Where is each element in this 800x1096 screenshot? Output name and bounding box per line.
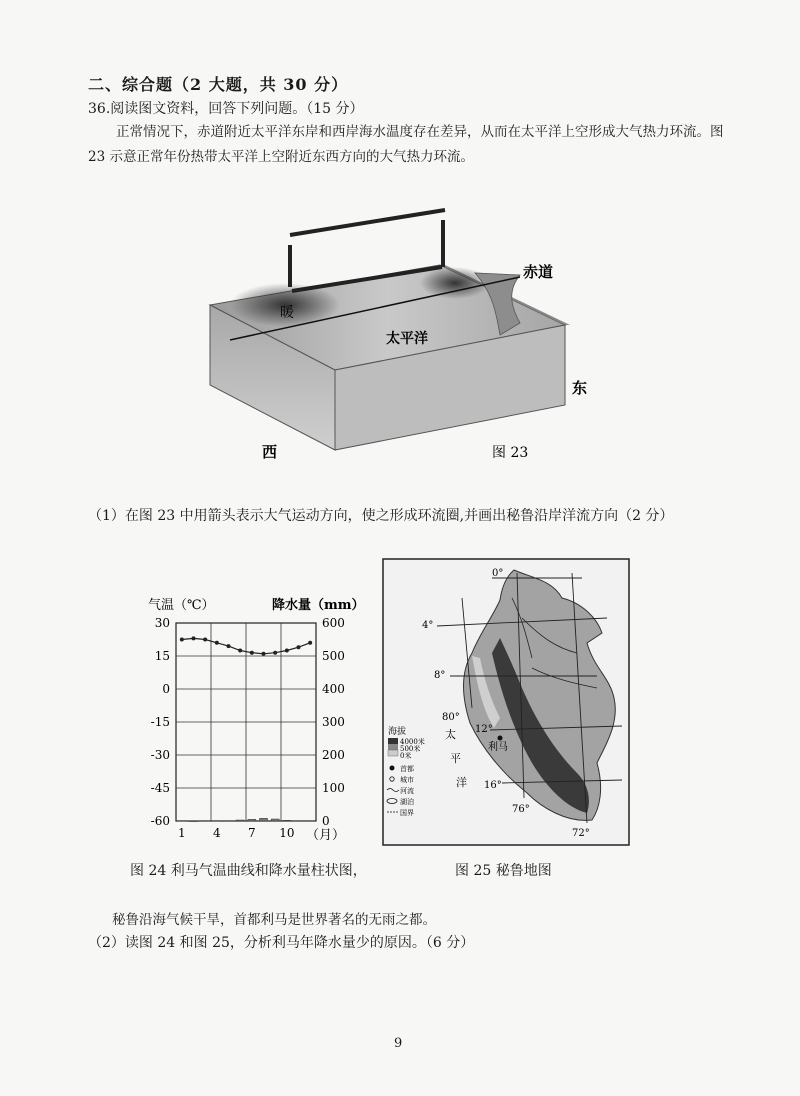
precip-bar bbox=[295, 821, 303, 822]
circulation-top bbox=[290, 210, 445, 235]
sub-question-1: （1）在图 23 中用箭头表示大气运动方向，使之形成环流圈,并画出秘鲁沿岸洋流方向（2 分） bbox=[88, 508, 674, 524]
label-pacific: 太平洋 bbox=[386, 331, 428, 347]
ocean-label-2: 平 bbox=[450, 752, 461, 765]
legend-0: 0米 bbox=[400, 752, 412, 760]
section-title: 二、综合题（2 大题，共 30 分） bbox=[88, 75, 349, 94]
figure-24-chart bbox=[130, 585, 370, 850]
temperature-point bbox=[262, 652, 266, 656]
legend-swatch-low bbox=[388, 750, 398, 756]
legend-river: 河流 bbox=[400, 787, 414, 795]
y-left-tick: -15 bbox=[150, 715, 170, 729]
lon-label-76: 76° bbox=[512, 804, 530, 815]
label-west: 西 bbox=[262, 443, 278, 461]
y-right-tick: 200 bbox=[322, 748, 345, 762]
y-left-tick: 15 bbox=[154, 649, 170, 663]
figure-25-caption: 图 25 秘鲁地图 bbox=[455, 863, 552, 879]
legend-500: 500米 bbox=[400, 745, 421, 753]
y-right-label: 降水量（mm） bbox=[272, 598, 365, 613]
legend-capital-icon bbox=[390, 766, 395, 771]
precip-bar bbox=[236, 820, 244, 821]
temperature-point bbox=[238, 649, 242, 653]
lat-label-16: 16° bbox=[484, 780, 502, 791]
precip-bar bbox=[178, 821, 186, 822]
temperature-point bbox=[250, 651, 254, 655]
legend-lake: 湖泊 bbox=[400, 798, 414, 806]
y-left-label: 气温（℃） bbox=[148, 598, 215, 613]
precip-bar bbox=[213, 821, 221, 822]
y-right-tick: 400 bbox=[322, 682, 345, 696]
lon-label-72: 72° bbox=[572, 828, 590, 839]
question-header: 36.阅读图文资料，回答下列问题。（15 分） bbox=[88, 101, 364, 117]
label-warm: 暖 bbox=[280, 305, 294, 321]
figure-24-caption: 图 24 利马气温曲线和降水量柱状图， bbox=[130, 863, 367, 879]
chart-grid bbox=[176, 623, 316, 821]
warm-pool-center bbox=[420, 267, 490, 299]
temperature-point bbox=[180, 638, 184, 642]
figure-23-caption: 图 23 bbox=[492, 445, 529, 461]
figure-25-map bbox=[382, 558, 630, 848]
lat-label-4: 4° bbox=[422, 620, 434, 631]
precip-bar bbox=[271, 819, 279, 821]
x-unit-label: （月） bbox=[306, 828, 346, 843]
lat-label-12: 12° bbox=[475, 724, 493, 735]
sub-question-2: （2）读图 24 和图 25，分析利马年降水量少的原因。（6 分） bbox=[88, 935, 475, 951]
ocean-label-1: 太 bbox=[445, 728, 456, 741]
x-tick: 7 bbox=[248, 826, 256, 840]
x-tick: 10 bbox=[279, 826, 295, 840]
lat-label-8: 8° bbox=[434, 670, 446, 681]
temperature-point bbox=[215, 641, 219, 645]
y-left-tick: -60 bbox=[150, 814, 170, 828]
y-right-tick: 0 bbox=[322, 814, 330, 828]
y-left-tick: -45 bbox=[150, 781, 170, 795]
label-equator: 赤道 bbox=[523, 263, 554, 281]
precip-bar bbox=[260, 818, 268, 821]
ocean-label-3: 洋 bbox=[456, 776, 467, 789]
question-intro: 正常情况下，赤道附近太平洋东岸和西岸海水温度存在差异，从而在太平洋上空形成大气热力环流。图 23 示意正常年份热带太平洋上空附近东西方向的大气热力环流。 bbox=[88, 124, 724, 165]
legend-swatch-high bbox=[388, 738, 398, 744]
label-east: 东 bbox=[572, 379, 588, 397]
temperature-point bbox=[227, 644, 231, 648]
precip-bar bbox=[225, 821, 233, 822]
precip-bar bbox=[248, 819, 256, 821]
precip-bar bbox=[190, 821, 198, 822]
figure-23 bbox=[190, 195, 610, 475]
y-right-tick: 600 bbox=[322, 616, 345, 630]
legend-swatch-mid bbox=[388, 744, 398, 750]
page-number: 9 bbox=[394, 1036, 403, 1051]
y-right-tick: 100 bbox=[322, 781, 345, 795]
y-left-tick: 0 bbox=[162, 682, 170, 696]
temperature-point bbox=[297, 645, 301, 649]
temperature-point bbox=[203, 638, 207, 642]
legend-title: 海拔 bbox=[388, 727, 407, 737]
legend-city: 城市 bbox=[400, 776, 414, 784]
y-right-tick: 300 bbox=[322, 715, 345, 729]
lat-label-0: 0° bbox=[492, 568, 504, 579]
x-tick: 4 bbox=[213, 826, 221, 840]
x-tick: 1 bbox=[178, 826, 186, 840]
lon-label-80: 80° bbox=[442, 712, 460, 723]
y-left-tick: 30 bbox=[154, 616, 170, 630]
peru-note: 秘鲁沿海气候干旱，首都利马是世界著名的无雨之都。 bbox=[112, 912, 436, 928]
temperature-point bbox=[285, 649, 289, 653]
precip-bar bbox=[283, 820, 291, 821]
temperature-point bbox=[273, 651, 277, 655]
y-right-tick: 500 bbox=[322, 649, 345, 663]
precip-bar bbox=[201, 821, 209, 822]
y-left-tick: -30 bbox=[150, 748, 170, 762]
legend-border: 国界 bbox=[400, 809, 414, 817]
lima-label: 利马 bbox=[488, 742, 508, 753]
lima-capital-marker bbox=[498, 736, 503, 741]
legend-capital: 首都 bbox=[400, 765, 414, 773]
legend-4000: 4000米 bbox=[400, 738, 425, 746]
temperature-point bbox=[308, 641, 312, 645]
precip-bar bbox=[306, 821, 314, 822]
temperature-point bbox=[192, 636, 196, 640]
